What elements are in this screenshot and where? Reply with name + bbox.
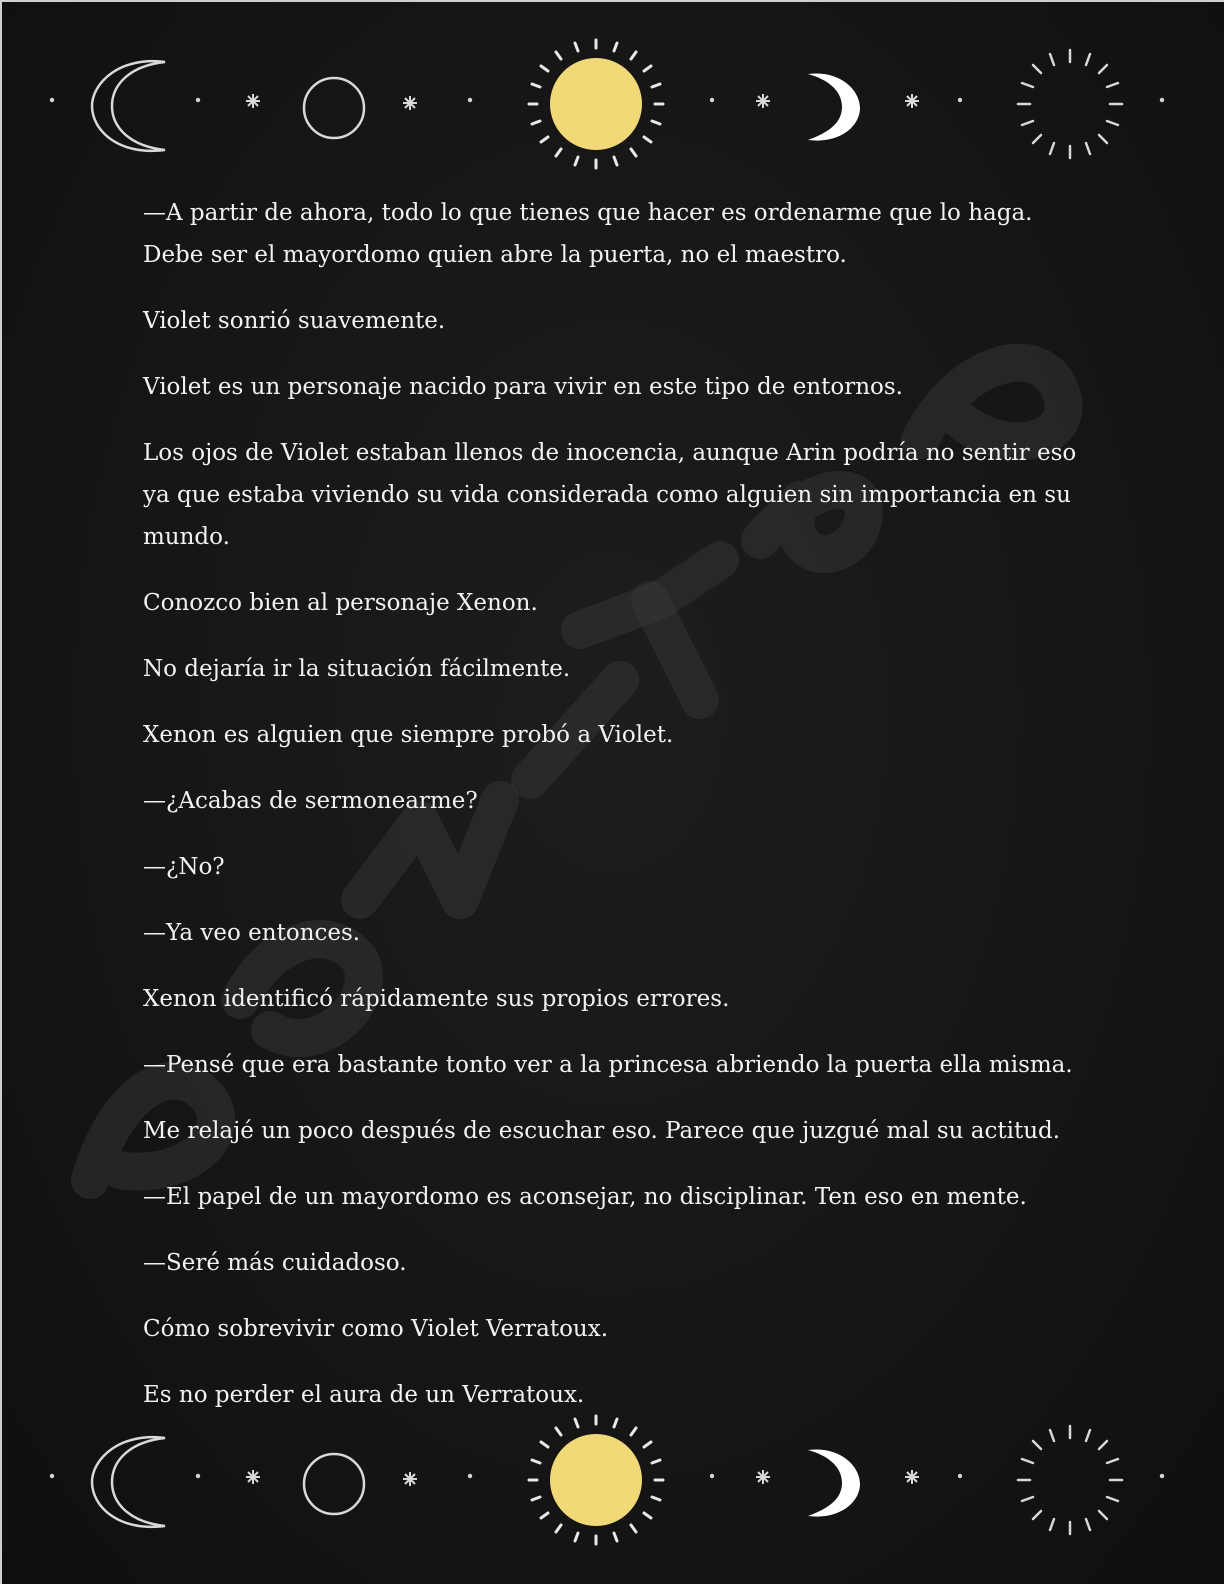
crescent-moon-right-icon (808, 1449, 860, 1516)
paragraph: —A partir de ahora, todo lo que tienes que hacer es ordenarme que lo haga. Debe ser el mayordomo quien abre la puerta, no el maestro. (143, 200, 1033, 268)
paragraph: Violet es un personaje nacido para vivir en este tipo de entornos. (143, 374, 903, 400)
crescent-moon-icon (92, 1437, 165, 1527)
paragraph: Conozco bien al personaje Xenon. (143, 590, 538, 616)
sun-outline-icon (1018, 50, 1122, 158)
paragraph: —Ya veo entonces. (143, 920, 361, 946)
paragraph: —¿No? (143, 854, 225, 880)
top-border (0, 0, 1224, 2)
left-border (0, 0, 2, 1584)
top-celestial-border (0, 28, 1224, 178)
sun-outline-icon (1018, 1426, 1122, 1534)
paragraph: Xenon identificó rápidamente sus propios errores. (143, 986, 730, 1012)
bottom-celestial-border (0, 1404, 1224, 1554)
paragraph: Me relajé un poco después de escuchar eso. Parece que juzgué mal su actitud. (143, 1118, 1061, 1144)
paragraph: —El papel de un mayordomo es aconsejar, no disciplinar. Ten eso en mente. (143, 1184, 1027, 1210)
paragraph: Los ojos de Violet estaban llenos de inocencia, aunque Arin podría no sentir eso ya que estaba viviendo su vida considerada como alguien sin importancia en su mundo. (143, 440, 1077, 550)
paragraph: —Seré más cuidadoso. (143, 1250, 407, 1276)
crescent-moon-right-icon (808, 73, 860, 140)
paragraph: —Pensé que era bastante tonto ver a la princesa abriendo la puerta ella misma. (143, 1052, 1073, 1078)
chapter-text (143, 192, 1083, 1440)
sun-icon (529, 1416, 663, 1544)
paragraph: Violet sonrió suavemente. (143, 308, 446, 334)
paragraph: —¿Acabas de sermonearme? (143, 788, 478, 814)
crescent-moon-icon (92, 61, 165, 151)
full-moon-outline-icon (304, 1454, 364, 1514)
paragraph: Cómo sobrevivir como Violet Verratoux. (143, 1316, 609, 1342)
paragraph: Es no perder el aura de un Verratoux. (143, 1382, 585, 1408)
paragraph: Xenon es alguien que siempre probó a Violet. (143, 722, 674, 748)
sun-icon (529, 40, 663, 168)
full-moon-outline-icon (304, 78, 364, 138)
paragraph: No dejaría ir la situación fácilmente. (143, 656, 571, 682)
